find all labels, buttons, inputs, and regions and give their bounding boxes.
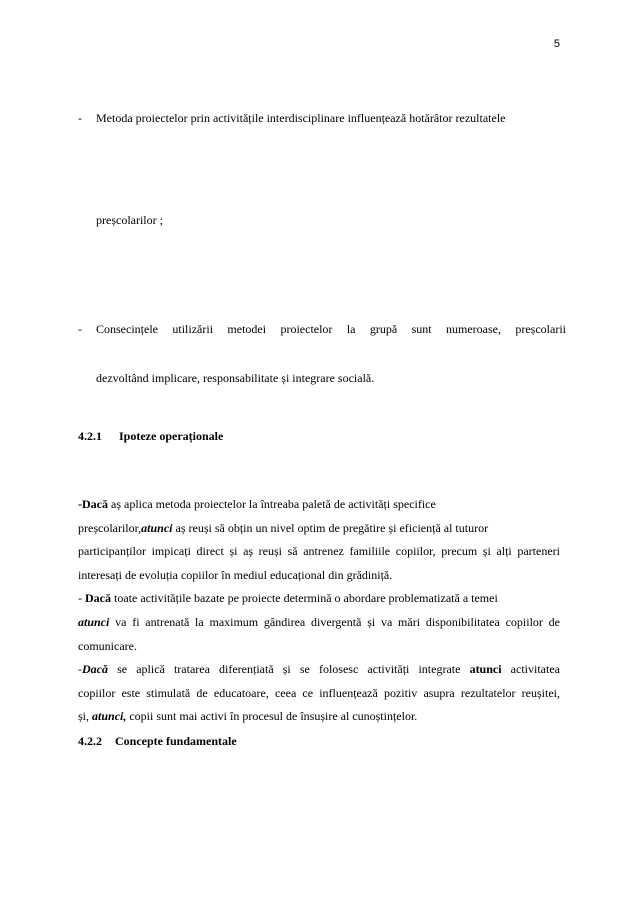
hypothesis-3-line: copiilor este stimulată de educatoare, ceea ce influențează pozitiv asupra rezultatelor reușitei, — [78, 685, 560, 700]
bullet-dash: - — [78, 322, 82, 336]
hypothesis-1-line: interesați de evoluția copiilor în mediul educațional din grădiniță. — [78, 567, 393, 582]
section-title: Concepte fundamentale — [115, 734, 237, 748]
hypotheses-block — [78, 493, 560, 729]
keyword-atunci: atunci, — [92, 709, 127, 724]
keyword-daca: Dacă — [82, 662, 108, 677]
hypothesis-2-line: comunicare. — [78, 638, 137, 653]
bullet-text-line: preșcolarilor ; — [96, 213, 163, 227]
hypothesis-2-line: - Dacă toate activitățile bazate pe proiecte determină o abordare problematizată a temei — [78, 591, 498, 606]
section-title: Ipoteze operaționale — [119, 429, 224, 443]
section-number: 4.2.2 — [78, 734, 102, 748]
keyword-atunci: atunci — [78, 614, 110, 629]
keyword-daca: Dacă — [85, 591, 111, 606]
keyword-daca: -Dacă — [78, 497, 108, 511]
bullet-text-line: dezvoltând implicare, responsabilitate și integrare socială. — [96, 371, 375, 385]
keyword-atunci: atunci — [469, 662, 502, 677]
bullet-text-line: Consecințele utilizării metodei proiectelor la grupă sunt numeroase, preșcolarii — [96, 322, 566, 336]
section-number: 4.2.1 — [78, 429, 102, 443]
section-heading-4-2-1 — [78, 428, 223, 444]
hypothesis-3-line: -Dacă se aplică tratarea diferențiată și se folosesc activități integrate atunci activitatea — [78, 662, 560, 677]
keyword-atunci: atunci — [141, 520, 173, 535]
page-number: 5 — [553, 38, 560, 50]
bullet-dash: - — [78, 111, 82, 125]
hypothesis-2-line: atunci va fi antrenată la maximum gândirea divergentă și va mări disponibilitatea copiilor de — [78, 614, 560, 629]
hypothesis-3-line: și, atunci, copii sunt mai activi în procesul de însușire al cunoștințelor. — [78, 709, 418, 724]
hypothesis-1-line: participanților impicați direct și aș reuși să antrenez familiile copiilor, precum și alți parteneri — [78, 544, 560, 559]
section-heading-4-2-2 — [78, 733, 237, 749]
hypothesis-1-line: -Dacă aș aplica metoda proiectelor la întreaba paletă de activități specifice — [78, 497, 436, 511]
hypothesis-1-line: preșcolarilor,atunci aș reuși să obțin un nivel optim de pregătire și eficiență al tuturor — [78, 520, 489, 535]
bullet-text-line: Metoda proiectelor prin activitățile interdisciplinare influențează hotărâtor rezultatele — [96, 111, 506, 125]
